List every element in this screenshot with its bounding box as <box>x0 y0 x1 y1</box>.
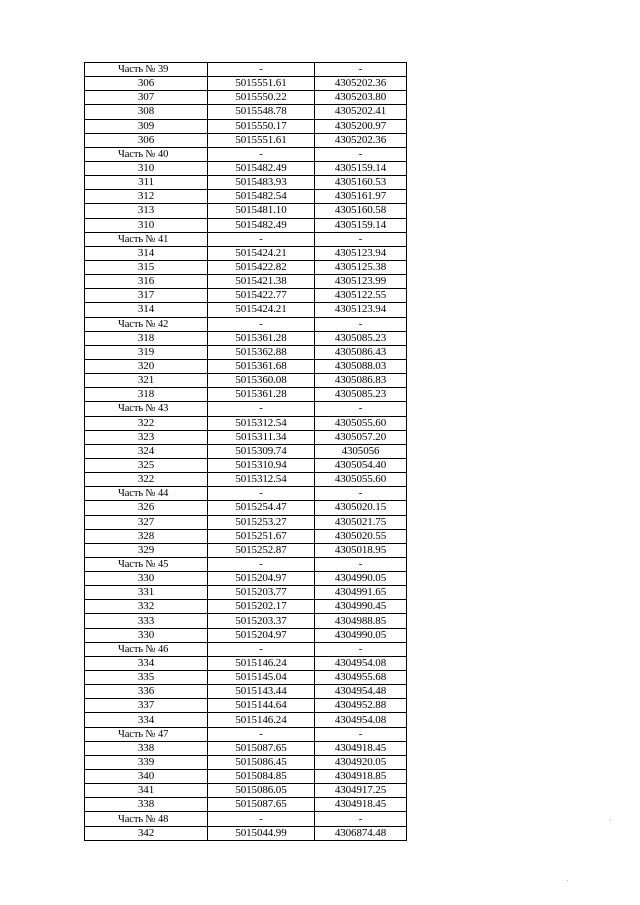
y-coordinate-cell: 4305123.94 <box>315 246 407 260</box>
point-number-cell: 312 <box>85 190 208 204</box>
y-coordinate-cell: 4305086.83 <box>315 374 407 388</box>
y-coordinate-cell: 4304988.85 <box>315 614 407 628</box>
table-row <box>85 529 407 543</box>
point-number-cell: 330 <box>85 572 208 586</box>
point-number-cell: 310 <box>85 161 208 175</box>
table-row <box>85 628 407 642</box>
x-coordinate-cell: 5015203.37 <box>208 614 315 628</box>
point-number-cell: 339 <box>85 755 208 769</box>
x-coordinate-cell: 5015550.17 <box>208 119 315 133</box>
x-coordinate-cell: 5015202.17 <box>208 600 315 614</box>
point-number-cell: 309 <box>85 119 208 133</box>
point-number-cell: 334 <box>85 656 208 670</box>
point-number-cell: 338 <box>85 798 208 812</box>
table-row <box>85 741 407 755</box>
part-label-cell: Часть № 45 <box>85 557 208 571</box>
table-row <box>85 331 407 345</box>
y-coordinate-cell: 4305054.40 <box>315 458 407 472</box>
table-row <box>85 444 407 458</box>
x-coordinate-cell: 5015483.93 <box>208 176 315 190</box>
y-coordinate-cell: 4304920.05 <box>315 755 407 769</box>
y-coordinate-cell: 4304918.45 <box>315 798 407 812</box>
x-coordinate-cell: 5015144.64 <box>208 699 315 713</box>
table-row <box>85 275 407 289</box>
table-row <box>85 105 407 119</box>
x-coordinate-cell: 5015312.54 <box>208 473 315 487</box>
scan-speck <box>567 880 568 881</box>
y-coordinate-cell: 4305159.14 <box>315 218 407 232</box>
y-coordinate-cell: 4305202.36 <box>315 77 407 91</box>
x-coordinate-cell: 5015253.27 <box>208 515 315 529</box>
x-coordinate-cell: 5015421.38 <box>208 275 315 289</box>
part-x-dash-cell: - <box>208 232 315 246</box>
point-number-cell: 330 <box>85 628 208 642</box>
x-coordinate-cell: 5015551.61 <box>208 133 315 147</box>
part-header-row <box>85 317 407 331</box>
x-coordinate-cell: 5015087.65 <box>208 741 315 755</box>
x-coordinate-cell: 5015482.49 <box>208 161 315 175</box>
y-coordinate-cell: 4306874.48 <box>315 826 407 840</box>
y-coordinate-cell: 4305123.99 <box>315 275 407 289</box>
part-label-cell: Часть № 48 <box>85 812 208 826</box>
table-row <box>85 826 407 840</box>
x-coordinate-cell: 5015204.97 <box>208 628 315 642</box>
part-label-cell: Часть № 44 <box>85 487 208 501</box>
table-row <box>85 430 407 444</box>
x-coordinate-cell: 5015424.21 <box>208 303 315 317</box>
table-row <box>85 303 407 317</box>
point-number-cell: 337 <box>85 699 208 713</box>
point-number-cell: 331 <box>85 586 208 600</box>
point-number-cell: 328 <box>85 529 208 543</box>
point-number-cell: 320 <box>85 359 208 373</box>
x-coordinate-cell: 5015203.77 <box>208 586 315 600</box>
x-coordinate-cell: 5015422.82 <box>208 260 315 274</box>
x-coordinate-cell: 5015548.78 <box>208 105 315 119</box>
table-row <box>85 77 407 91</box>
y-coordinate-cell: 4305020.15 <box>315 501 407 515</box>
point-number-cell: 314 <box>85 246 208 260</box>
x-coordinate-cell: 5015310.94 <box>208 458 315 472</box>
table-row <box>85 374 407 388</box>
table-row <box>85 713 407 727</box>
x-coordinate-cell: 5015424.21 <box>208 246 315 260</box>
y-coordinate-cell: 4304917.25 <box>315 784 407 798</box>
y-coordinate-cell: 4305123.94 <box>315 303 407 317</box>
point-number-cell: 322 <box>85 473 208 487</box>
point-number-cell: 313 <box>85 204 208 218</box>
y-coordinate-cell: 4305085.23 <box>315 388 407 402</box>
y-coordinate-cell: 4304952.88 <box>315 699 407 713</box>
point-number-cell: 342 <box>85 826 208 840</box>
point-number-cell: 333 <box>85 614 208 628</box>
point-number-cell: 310 <box>85 218 208 232</box>
table-row <box>85 289 407 303</box>
table-row <box>85 614 407 628</box>
part-y-dash-cell: - <box>315 147 407 161</box>
part-x-dash-cell: - <box>208 812 315 826</box>
point-number-cell: 311 <box>85 176 208 190</box>
part-label-cell: Часть № 39 <box>85 63 208 77</box>
part-label-cell: Часть № 46 <box>85 642 208 656</box>
y-coordinate-cell: 4305057.20 <box>315 430 407 444</box>
x-coordinate-cell: 5015482.54 <box>208 190 315 204</box>
point-number-cell: 335 <box>85 671 208 685</box>
x-coordinate-cell: 5015251.67 <box>208 529 315 543</box>
x-coordinate-cell: 5015361.68 <box>208 359 315 373</box>
coordinates-table-body <box>85 63 407 841</box>
y-coordinate-cell: 4305200.97 <box>315 119 407 133</box>
y-coordinate-cell: 4305160.58 <box>315 204 407 218</box>
part-y-dash-cell: - <box>315 232 407 246</box>
y-coordinate-cell: 4304954.48 <box>315 685 407 699</box>
table-row <box>85 656 407 670</box>
point-number-cell: 318 <box>85 388 208 402</box>
y-coordinate-cell: 4304991.65 <box>315 586 407 600</box>
table-row <box>85 543 407 557</box>
table-row <box>85 515 407 529</box>
y-coordinate-cell: 4305055.60 <box>315 416 407 430</box>
y-coordinate-cell: 4305161.97 <box>315 190 407 204</box>
part-y-dash-cell: - <box>315 487 407 501</box>
part-x-dash-cell: - <box>208 557 315 571</box>
table-row <box>85 458 407 472</box>
table-row <box>85 501 407 515</box>
x-coordinate-cell: 5015204.97 <box>208 572 315 586</box>
x-coordinate-cell: 5015143.44 <box>208 685 315 699</box>
y-coordinate-cell: 4305020.55 <box>315 529 407 543</box>
y-coordinate-cell: 4305018.95 <box>315 543 407 557</box>
part-header-row <box>85 727 407 741</box>
x-coordinate-cell: 5015550.22 <box>208 91 315 105</box>
point-number-cell: 340 <box>85 770 208 784</box>
y-coordinate-cell: 4305160.53 <box>315 176 407 190</box>
part-x-dash-cell: - <box>208 63 315 77</box>
point-number-cell: 308 <box>85 105 208 119</box>
part-x-dash-cell: - <box>208 402 315 416</box>
part-x-dash-cell: - <box>208 727 315 741</box>
x-coordinate-cell: 5015254.47 <box>208 501 315 515</box>
x-coordinate-cell: 5015361.28 <box>208 331 315 345</box>
table-row <box>85 586 407 600</box>
x-coordinate-cell: 5015361.28 <box>208 388 315 402</box>
part-y-dash-cell: - <box>315 557 407 571</box>
point-number-cell: 325 <box>85 458 208 472</box>
x-coordinate-cell: 5015360.08 <box>208 374 315 388</box>
table-row <box>85 671 407 685</box>
table-row <box>85 784 407 798</box>
part-x-dash-cell: - <box>208 487 315 501</box>
y-coordinate-cell: 4305055.60 <box>315 473 407 487</box>
point-number-cell: 314 <box>85 303 208 317</box>
point-number-cell: 338 <box>85 741 208 755</box>
x-coordinate-cell: 5015086.05 <box>208 784 315 798</box>
y-coordinate-cell: 4305202.41 <box>315 105 407 119</box>
part-x-dash-cell: - <box>208 642 315 656</box>
point-number-cell: 327 <box>85 515 208 529</box>
table-row <box>85 572 407 586</box>
y-coordinate-cell: 4305122.55 <box>315 289 407 303</box>
y-coordinate-cell: 4304990.45 <box>315 600 407 614</box>
x-coordinate-cell: 5015084.85 <box>208 770 315 784</box>
table-row <box>85 755 407 769</box>
part-header-row <box>85 642 407 656</box>
table-row <box>85 699 407 713</box>
table-row <box>85 133 407 147</box>
y-coordinate-cell: 4304954.08 <box>315 713 407 727</box>
table-row <box>85 246 407 260</box>
y-coordinate-cell: 4305159.14 <box>315 161 407 175</box>
part-header-row <box>85 63 407 77</box>
y-coordinate-cell: 4305088.03 <box>315 359 407 373</box>
part-y-dash-cell: - <box>315 402 407 416</box>
point-number-cell: 306 <box>85 133 208 147</box>
x-coordinate-cell: 5015311.34 <box>208 430 315 444</box>
x-coordinate-cell: 5015145.04 <box>208 671 315 685</box>
part-label-cell: Часть № 47 <box>85 727 208 741</box>
table-row <box>85 190 407 204</box>
x-coordinate-cell: 5015086.45 <box>208 755 315 769</box>
point-number-cell: 307 <box>85 91 208 105</box>
table-row <box>85 770 407 784</box>
x-coordinate-cell: 5015146.24 <box>208 656 315 670</box>
table-row <box>85 685 407 699</box>
x-coordinate-cell: 5015482.49 <box>208 218 315 232</box>
y-coordinate-cell: 4305086.43 <box>315 345 407 359</box>
part-y-dash-cell: - <box>315 63 407 77</box>
x-coordinate-cell: 5015146.24 <box>208 713 315 727</box>
table-row <box>85 176 407 190</box>
part-header-row <box>85 232 407 246</box>
part-header-row <box>85 147 407 161</box>
point-number-cell: 341 <box>85 784 208 798</box>
part-y-dash-cell: - <box>315 812 407 826</box>
y-coordinate-cell: 4305203.80 <box>315 91 407 105</box>
x-coordinate-cell: 5015422.77 <box>208 289 315 303</box>
y-coordinate-cell: 4304918.85 <box>315 770 407 784</box>
y-coordinate-cell: 4305202.36 <box>315 133 407 147</box>
table-row <box>85 218 407 232</box>
y-coordinate-cell: 4305085.23 <box>315 331 407 345</box>
part-header-row <box>85 812 407 826</box>
point-number-cell: 306 <box>85 77 208 91</box>
x-coordinate-cell: 5015309.74 <box>208 444 315 458</box>
x-coordinate-cell: 5015044.99 <box>208 826 315 840</box>
x-coordinate-cell: 5015087.65 <box>208 798 315 812</box>
part-header-row <box>85 402 407 416</box>
point-number-cell: 334 <box>85 713 208 727</box>
coordinates-table <box>84 62 407 841</box>
x-coordinate-cell: 5015362.88 <box>208 345 315 359</box>
table-row <box>85 91 407 105</box>
table-row <box>85 260 407 274</box>
y-coordinate-cell: 4304954.08 <box>315 656 407 670</box>
point-number-cell: 332 <box>85 600 208 614</box>
y-coordinate-cell: 4305125.38 <box>315 260 407 274</box>
y-coordinate-cell: 4304955.68 <box>315 671 407 685</box>
point-number-cell: 336 <box>85 685 208 699</box>
x-coordinate-cell: 5015481.10 <box>208 204 315 218</box>
table-row <box>85 388 407 402</box>
y-coordinate-cell: 4304990.05 <box>315 572 407 586</box>
y-coordinate-cell: 4304990.05 <box>315 628 407 642</box>
table-row <box>85 600 407 614</box>
point-number-cell: 315 <box>85 260 208 274</box>
point-number-cell: 329 <box>85 543 208 557</box>
scan-speck <box>610 820 611 821</box>
table-row <box>85 473 407 487</box>
x-coordinate-cell: 5015551.61 <box>208 77 315 91</box>
table-row <box>85 204 407 218</box>
point-number-cell: 323 <box>85 430 208 444</box>
x-coordinate-cell: 5015312.54 <box>208 416 315 430</box>
point-number-cell: 324 <box>85 444 208 458</box>
table-row <box>85 119 407 133</box>
y-coordinate-cell: 4305056 <box>315 444 407 458</box>
part-header-row <box>85 557 407 571</box>
point-number-cell: 319 <box>85 345 208 359</box>
point-number-cell: 321 <box>85 374 208 388</box>
part-y-dash-cell: - <box>315 317 407 331</box>
part-label-cell: Часть № 43 <box>85 402 208 416</box>
part-header-row <box>85 487 407 501</box>
table-row <box>85 798 407 812</box>
part-label-cell: Часть № 40 <box>85 147 208 161</box>
table-row <box>85 416 407 430</box>
part-label-cell: Часть № 42 <box>85 317 208 331</box>
table-row <box>85 359 407 373</box>
point-number-cell: 316 <box>85 275 208 289</box>
point-number-cell: 317 <box>85 289 208 303</box>
part-x-dash-cell: - <box>208 317 315 331</box>
table-row <box>85 345 407 359</box>
x-coordinate-cell: 5015252.87 <box>208 543 315 557</box>
part-label-cell: Часть № 41 <box>85 232 208 246</box>
part-y-dash-cell: - <box>315 642 407 656</box>
part-x-dash-cell: - <box>208 147 315 161</box>
point-number-cell: 326 <box>85 501 208 515</box>
part-y-dash-cell: - <box>315 727 407 741</box>
y-coordinate-cell: 4304918.45 <box>315 741 407 755</box>
point-number-cell: 322 <box>85 416 208 430</box>
table-row <box>85 161 407 175</box>
point-number-cell: 318 <box>85 331 208 345</box>
y-coordinate-cell: 4305021.75 <box>315 515 407 529</box>
